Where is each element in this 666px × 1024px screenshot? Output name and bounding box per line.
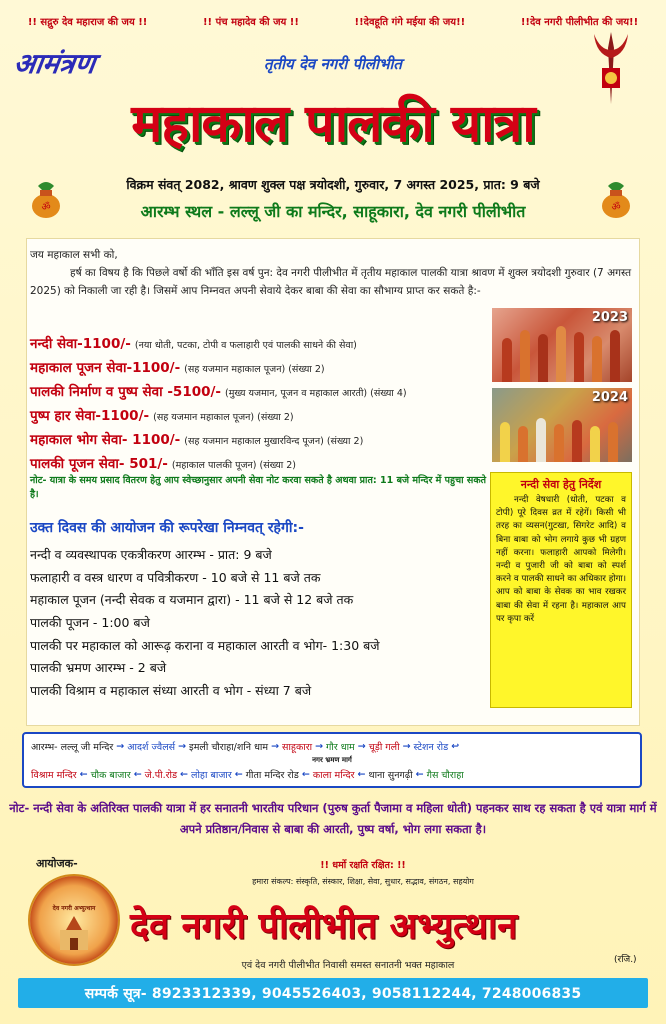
route-row-forward xyxy=(30,740,461,753)
svg-text:ॐ: ॐ xyxy=(611,202,621,213)
arrow-right-icon: → xyxy=(178,741,187,752)
slogan: !!देव नगरी पीलीभीत की जय!! xyxy=(520,17,639,28)
route-stop: थाना सुनगढ़ी xyxy=(368,770,413,781)
arrow-right-icon: → xyxy=(402,741,411,752)
route-stop: गौर धाम xyxy=(326,742,355,753)
schedule-item: महाकाल पूजन (नन्दी सेवक व यजमान द्वारा) - 11 बजे से 12 बजे तक xyxy=(30,592,354,608)
route-stop: लोहा बाजार xyxy=(191,770,232,781)
route-stop: गीता मन्दिर रोड xyxy=(245,770,299,781)
seva-item xyxy=(30,382,510,406)
seva-item xyxy=(30,406,510,430)
route-stop: साहूकारा xyxy=(282,742,313,753)
arrow-left-icon: ← xyxy=(357,769,366,780)
seva-desc: (सह यजमान महाकाल मुखारविन्द पूजन) (संख्या 2) xyxy=(184,436,364,447)
route-stop: चूड़ी गली xyxy=(368,742,400,753)
letter-body: हर्ष का विषय है कि पिछले वर्षो की भाँति इस वर्ष पुन: देव नगरी पीलीभीत में तृतीय महाकाल पालकी यात्रा श्रावण में शुक्ल त्रयोदशी गुरुवार (7 अगस्त 2025) को निकाली जा रही है। जिसमें आप निम्नवत अपनी सेवाये देकर बाबा की सेवा का सौभाग्य प्राप्त कर सकते है:- xyxy=(30,267,632,297)
arrow-left-icon: ← xyxy=(79,769,88,780)
svg-text:ॐ: ॐ xyxy=(41,202,51,213)
kalash-icon xyxy=(598,180,634,220)
temple-icon xyxy=(54,916,94,952)
seva-name: पालकी निर्माण व पुष्प सेवा -5100/- xyxy=(30,384,222,400)
arrow-right-icon: → xyxy=(357,741,366,752)
resolution-line: हमारा संकल्प: संस्कृति, संस्कार, शिक्षा, सेवा, सुधार, सद्भाव, संगठन, सहयोग xyxy=(252,877,474,886)
arrow-left-icon: ← xyxy=(234,769,243,780)
photo-2023 xyxy=(492,308,632,382)
organizer-logo xyxy=(28,874,120,966)
u-turn-icon: ↩ xyxy=(451,741,460,752)
route-stop: चौक बाजार xyxy=(90,770,131,781)
seva-item xyxy=(30,334,510,358)
registered-mark: (रजि.) xyxy=(614,955,637,965)
arrow-left-icon: ← xyxy=(180,769,189,780)
nandi-heading: नन्दी सेवा हेतु निर्देश xyxy=(520,478,602,491)
event-subtitle: तृतीय देव नगरी पीलीभीत xyxy=(264,55,402,73)
route-stop: स्टेशन रोड xyxy=(413,742,449,753)
seva-name: पुष्प हार सेवा-1100/- xyxy=(30,408,150,424)
schedule-item: पालकी पर महाकाल को आरूढ़ कराना व महाकाल आरती व भोग- 1:30 बजे xyxy=(30,637,380,653)
invitation-label: आमंत्रण xyxy=(11,47,98,80)
event-venue: आरम्भ स्थल - लल्लू जी का मन्दिर, साहूकारा, देव नगरी पीलीभीत xyxy=(140,202,526,221)
organizer-subline: एवं देव नगरी पीलीभीत निवासी समस्त सनातनी भक्त महाकाल xyxy=(241,960,455,971)
seva-name: नन्दी सेवा-1100/- xyxy=(30,336,131,352)
route-label: नगर भ्रमण मार्ग xyxy=(312,756,352,764)
arrow-right-icon: → xyxy=(315,741,324,752)
photo-2024 xyxy=(492,388,632,462)
seva-list xyxy=(30,334,510,478)
arrow-right-icon: → xyxy=(271,741,280,752)
prasad-note: नोट- यात्रा के समय प्रसाद वितरण हेतु आप स्वेच्छानुसार अपनी सेवा नोट करवा सकते है अथवा प्रात: 11 बजे मन्दिर में पहुचा सकते है। xyxy=(30,475,487,500)
event-title: महाकाल पालकी यात्रा xyxy=(131,94,535,154)
letter-intro xyxy=(30,246,632,297)
contact-bar: सम्पर्क सूत्र- 8923312339, 9045526403, 9058112244, 7248006835 xyxy=(18,978,648,1008)
route-stop: विश्राम मन्दिर xyxy=(31,770,77,781)
route-stop: जे.पी.रोड xyxy=(144,770,178,781)
arrow-left-icon: ← xyxy=(301,769,310,780)
arrow-left-icon: ← xyxy=(133,769,142,780)
logo-text: देव नगरी अभ्युत्थान xyxy=(52,905,96,912)
seva-name: महाकाल पूजन सेवा-1100/- xyxy=(30,360,181,376)
event-date: विक्रम संवत् 2082, श्रावण शुक्ल पक्ष त्रयोदशी, गुरुवार, 7 अगस्त 2025, प्रात: 9 बजे xyxy=(126,177,540,192)
slogan: !! पंच महादेव की जय !! xyxy=(202,17,299,28)
route-stop: आरम्भ- लल्लू जी मन्दिर xyxy=(31,742,114,753)
route-stop: काला मन्दिर xyxy=(312,770,355,781)
seva-desc: (नया धोती, पटका, टोपी व फलाहारी एवं पालकी साधने की सेवा) xyxy=(134,340,357,351)
seva-item xyxy=(30,358,510,382)
photo-year: 2024 xyxy=(591,390,628,405)
organizer-name: देव नगरी पीलीभीत अभ्युत्थान xyxy=(130,906,518,947)
route-map xyxy=(22,732,642,788)
route-row-return xyxy=(30,768,465,781)
route-stop: आदर्श ज्वैलर्स xyxy=(127,742,176,753)
organizer-label: आयोजक- xyxy=(36,857,78,870)
seva-item xyxy=(30,430,510,454)
arrow-left-icon: ← xyxy=(415,769,424,780)
seva-name: महाकाल भोग सेवा- 1100/- xyxy=(30,432,181,448)
seva-desc: (मुख्य यजमान, पूजन व महाकाल आरती) (संख्या 4) xyxy=(225,388,407,399)
schedule-item: फलाहारी व वस्त्र धारण व पवित्रीकरण - 10 बजे से 11 बजे तक xyxy=(30,569,321,585)
schedule-heading: उक्त दिवस की आयोजन की रूपरेखा निम्नवत् रहेगी:- xyxy=(30,520,304,536)
seva-desc: (सह यजमान महाकाल पूजन) (संख्या 2) xyxy=(184,364,325,375)
schedule-item: पालकी पूजन - 1:00 बजे xyxy=(30,615,150,631)
schedule-item: नन्दी व व्यवस्थापक एकत्रीकरण आरम्भ - प्रात: 9 बजे xyxy=(30,547,272,562)
kalash-icon xyxy=(28,180,64,220)
seva-desc: (महाकाल पालकी पूजन) (संख्या 2) xyxy=(171,460,296,471)
route-stop: गैस चौराहा xyxy=(426,770,464,781)
top-slogans xyxy=(0,10,666,32)
nandi-instructions xyxy=(490,472,632,708)
schedule-list xyxy=(30,546,490,705)
seva-name: पालकी पूजन सेवा- 501/- xyxy=(30,456,168,472)
schedule-item: पालकी भ्रमण आरम्भ - 2 बजे xyxy=(30,660,167,676)
arrow-right-icon: → xyxy=(116,741,125,752)
greeting: जय महाकाल सभी को, xyxy=(30,249,118,261)
slogan: !! सद्गुरु देव महाराज की जय !! xyxy=(27,17,148,28)
schedule-item: पालकी विश्राम व महाकाल संध्या आरती व भोग - संध्या 7 बजे xyxy=(30,683,312,699)
route-stop: इमली चौराहा/शनि धाम xyxy=(189,742,269,753)
motto: !! धर्मो रक्षति रक्षित: !! xyxy=(320,860,406,871)
photo-year: 2023 xyxy=(591,310,628,325)
nandi-text: नन्दी वेषधारी (धोती, पटका व टोपी) पूरे दिवस व्रत में रहेगें। किसी भी तरह का व्यसन(गुटखा, सिगरेट आदि) व बिना बाबा को भोग लगाये कुछ भी ग्रहण नहीं करना। फलाहारी आपको मिलेगी। नन्दी व पुजारी जी को बाबा को स्पर्श करने व पालकी साधने का अधिकार होगा। आप को बाबा के सेवक का भाव रखकर बाबा की सेवा में रहना है। महाकाल आप पर कृपा करें xyxy=(496,495,626,624)
attire-note: नोट- नन्दी सेवा के अतिरिक्त पालकी यात्रा में हर सनातनी भारतीय परिधान (पुरुष कुर्ता पैजामा व महिला धोती) पहनकर साथ रह सकता है एवं यात्रा मार्ग में अपने प्रतिष्ठान/निवास से बाबा की आरती, पुष्प वर्षा, भोग लगा सकता है। xyxy=(9,801,657,836)
seva-desc: (सह यजमान महाकाल पूजन) (संख्या 2) xyxy=(153,412,294,423)
slogan: !!देवहूति गंगे मईया की जय!! xyxy=(354,17,466,28)
